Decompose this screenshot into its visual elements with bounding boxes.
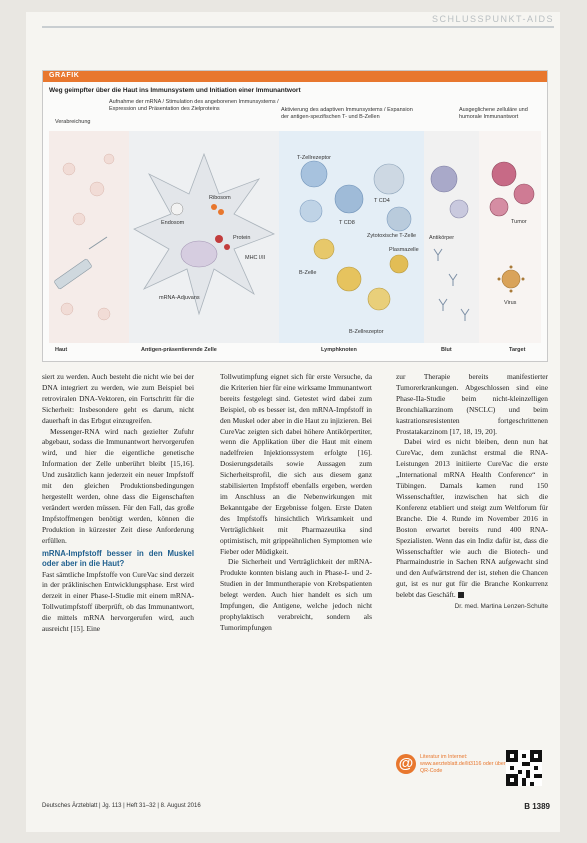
paragraph: Dabei wird es nicht bleiben, denn nun hat CureVac, dem zunächst erstmal die RNA-Leistungen 2013 initiierte CureVac die erste „International mRNA Health Conference“ in Tübingen. Damals kamen rund 150 Wissenschaftler, inzwischen hat sich die Konferenz etabliert und steigt zum Weltforum für Branche. Die 4. Runde im November 2016 in Boston erwartet bereits rund 400 RNA-Spezialisten. Wenn das ein Indiz dafür ist, dass die Wissenschaftler wie auch die Biotech- und Pharmaindustrie in Sachen RNA aufgewacht sind und den Aufwärtstrend der ist, stehen die Chancen gut, ist es nur gut für die Branche Konkurrenz belebt das Geschäft. — [396, 437, 548, 600]
page-footer — [42, 803, 554, 817]
footer-citation: Deutsches Ärzteblatt | Jg. 113 | Heft 31–32 | 8. August 2016 — [42, 803, 201, 809]
qr-code-icon[interactable] — [506, 750, 542, 786]
paragraph: siert zu werden. Auch besteht die nicht wie bei der DNA integriert zu werden, wie zum Beispiel bei retroviralen DNA-Vektoren, ein Fortschritt für die Sicherheit: Insbesondere geht es darum, nicht dauerhaft in das Erbgut einzugreifen. — [42, 372, 194, 425]
bottom-target: Target — [509, 347, 526, 353]
label-endosom: Endosom — [161, 220, 185, 226]
stage-ausgeglichene-wrap — [459, 107, 541, 129]
paragraph: Messenger-RNA wird nach gezielter Zufuhr abgebaut, sodass die Immunantwort hervorgerufen wird, und hier die eigentliche genetische Information der Zelle unberührt bleibt [15,16]. Und zusätzlich kann jederzeit ein neuer Impfstoff mit den gleichen Produktionsbedingungen hergestellt werden, ohne dass die Eigenschaften verändert werden müssen. Für den Fall, das große Impfstoffmengen benötigt werden, können die Produktion in kürzester Zeit diese Anforderung erfüllen. — [42, 426, 194, 545]
header-rule — [42, 26, 554, 28]
stage-aktivierung: Aktivierung des adaptiven Immunsystems / Expansion der antigen-spezifischen T- und B-Zellen — [281, 107, 413, 120]
label-adjuvans: mRNA-Adjuvans — [159, 295, 200, 301]
label-t-zellen: T-Zellrezeptor — [297, 155, 331, 161]
ribosome-dot — [211, 204, 217, 210]
bottom-haut: Haut — [55, 347, 68, 353]
skin-zone — [49, 131, 129, 343]
stage-ausgeglichene: Ausgeglichene zelluläre und humorale Immunantwort — [459, 107, 528, 120]
end-of-article-mark — [458, 592, 464, 598]
magazine-page — [26, 12, 560, 832]
paragraph: Fast sämtliche Impfstoffe von CureVac sind derzeit in der präklinischen Entwicklungsphase. Erst wird derzeit in einer Phase-I-Studie mit einem mRNA-Tollwutimpfstoff überprüft, ob das Immunantwort, die mittels mRNA hervorgerufen wird, auch ausreicht [15]. Eine — [42, 569, 194, 634]
stage-aktivierung-wrap — [281, 107, 421, 129]
subheading: mRNA-Impfstoff besser in den Muskel oder aber in die Haut? — [42, 548, 194, 568]
section-tag: SCHLUSSPUNKT-AIDS — [431, 14, 554, 24]
paragraph: zur Therapie bereits manifestierter Tumorerkrankungen. Abgeschlossen sind eine Phase-IIa-Studie beim nicht-kleinzelligen Bronchialkarzinom (NSCLC) und beim kastrationsresistenten fortgeschrittenen Prostatakarzinom [17, 18, 19, 20]. — [396, 372, 548, 436]
literature-link-text[interactable]: Literatur im Internet: www.aerzteblatt.de/lit3116 oder über QR-Code — [420, 754, 506, 774]
paragraph: Die Sicherheit und Verträglichkeit der mRNA-Produkte konnten bislang auch in Phase-I- und 2-Studien in der Immuntherapie von Krebspatienten belegt werden. Auch hier handelt es sich um Impfungen, die Antigene, welche jedoch nicht prophylaktisch verabreicht, sondern als Tumorimpfungen — [220, 557, 372, 632]
bottom-apc: Antigen-präsentierende Zelle — [141, 347, 217, 353]
label-plasmazelle: Plasmazelle — [389, 247, 419, 253]
label-virus: Virus — [504, 300, 517, 306]
paragraph: Tollwutimpfung eignet sich für erste Versuche, da die Kriterien hier für eine wirksame Immunantwort bereits festgelegt sind. Getestet wird dabei zum Beispiel, ob es besser ist, den mRNA-Impfstoff in den Muskel oder aber in die Haut zu injizieren. Bei CureVac zeigten sich dabei höhere Antikörpertiter, wenn die Applikation über die Haut mit einem nadelfreien Injektionssystem erfolgte [16]. Dosierungsdetails sowie Aussagen zum Sicherheitsprofil, die sich aus diesem ganz stabilisierten Impfstoff ebenfalls ergeben, werden im Anschluss an die Nebenwirkungen mit Bekanntgabe der Ergebnisse folgen. Erste Daten des Impfstoffs hinsichtlich Wirksamkeit und Verträglichkeit mit Pharmazeutika sind optimistisch, mit grippeähnlichen Symptomen wie Fieber oder Müdigkeit. — [220, 372, 372, 556]
infographic — [42, 70, 548, 362]
immune-pathway-illustration — [49, 99, 541, 355]
literature-link-box[interactable] — [396, 754, 506, 784]
figure-tag-bar — [43, 71, 547, 82]
text-column-3 — [396, 372, 548, 613]
bottom-lymphknoten: Lymphknoten — [321, 347, 357, 353]
target-zone — [479, 131, 541, 343]
protein-dot — [215, 235, 223, 243]
endosome-shape — [171, 203, 183, 215]
label-zyto-t: Zytotoxische T-Zelle — [367, 233, 417, 239]
text-column-1 — [42, 372, 194, 635]
label-tumor: Tumor — [511, 219, 527, 225]
at-sign-icon: @ — [396, 754, 416, 774]
figure-tag: GRAFIK — [49, 72, 80, 79]
nucleus — [181, 241, 217, 267]
author-byline: Dr. med. Martina Lenzen-Schulte — [454, 603, 548, 611]
label-t-cd4: T CD4 — [374, 198, 390, 204]
label-b-zellrezeptor: B-Zellrezeptor — [349, 329, 384, 335]
page-number: B 1389 — [524, 802, 550, 811]
stage-verabreichung: Verabreichung — [55, 119, 91, 125]
label-mhc: MHC I/II — [245, 255, 266, 261]
label-antikoerper: Antikörper — [429, 235, 455, 241]
stage-aufnahme: Aufnahme der mRNA / Stimulation des angeborenen Immunsystems / Expression und Präsentation des Zielproteins — [109, 99, 279, 112]
label-ribosom: Ribosom — [209, 195, 231, 201]
stage-aufnahme-wrap — [109, 99, 279, 129]
label-protein: Protein — [233, 235, 251, 241]
bottom-blut: Blut — [441, 347, 452, 353]
text-column-2 — [220, 372, 372, 634]
label-t-cd8: T CD8 — [339, 220, 355, 226]
label-b-zelle: B-Zelle — [299, 270, 317, 276]
figure-title: Weg geimpfter über die Haut ins Immunsystem und Initiation einer Immunantwort — [49, 87, 301, 94]
